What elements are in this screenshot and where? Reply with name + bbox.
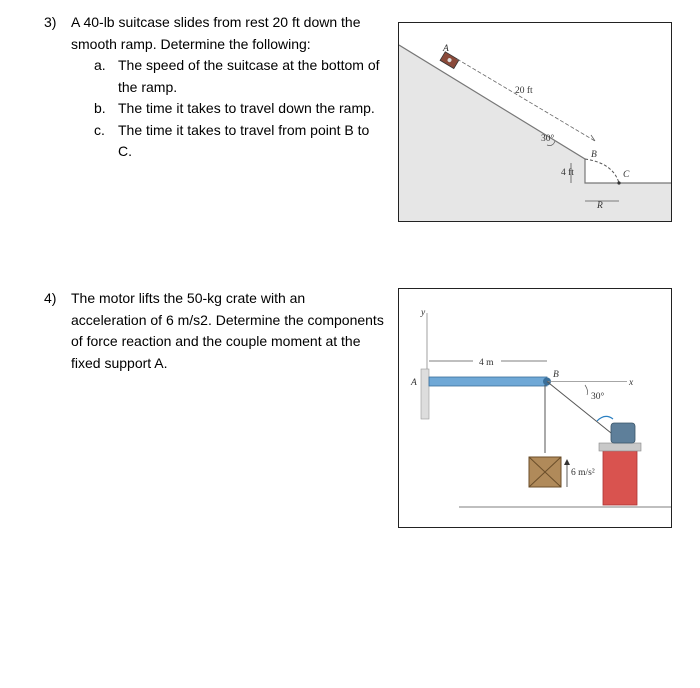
suitcase [440,52,459,69]
problem-3-item-b [94,98,384,120]
trajectory-curve [585,159,619,183]
angle-label: 30° [591,392,605,402]
crane-figure [398,288,672,528]
acceleration-arrowhead [564,459,570,465]
cable-to-motor [547,382,621,442]
item-label: c. [94,121,105,138]
y-axis-label: y [421,308,426,318]
point-b-label: B [591,150,597,160]
problem-4-text: The motor lifts the 50-kg crate with an acceleration of 6 m/s2. Determine the components of force reaction and the couple moment at the fixed support A. [71,290,384,371]
problem-4 [44,288,384,374]
point-c-label: C [623,170,630,180]
problem-3-item-c [94,120,384,163]
motor-rotation-arrow [597,416,613,421]
ramp-length-label: 20 ft [515,86,533,96]
motor [611,423,635,443]
problem-4-stem [44,288,384,374]
point-b-label: B [553,370,559,380]
item-text: The time it takes to travel down the ramp. [118,100,375,116]
point-a-label: A [411,378,417,388]
problem-3-stem [44,12,384,55]
x-axis-label: x [629,378,634,388]
length-label: 4 m [479,358,494,368]
pedestal-cap [599,443,641,451]
item-text: The speed of the suitcase at the bottom of the ramp. [118,57,380,95]
radius-label: R [597,201,603,211]
ramp-ground [399,45,671,221]
crane-diagram [399,289,671,527]
point-a-label: A [443,44,449,54]
fixed-wall [421,369,429,419]
angle-label: 30° [541,134,555,144]
height-label: 4 ft [561,168,574,178]
point-c-marker [617,181,620,184]
item-label: b. [94,100,106,116]
item-text: The time it takes to travel from point B to C. [118,121,370,159]
item-label: a. [94,57,106,73]
problem-3-number: 3) [44,14,57,30]
beam [429,377,547,386]
problem-4-number: 4) [44,290,57,306]
angle-arc [585,385,588,395]
problem-3 [44,12,384,163]
brick-pedestal [603,449,637,505]
ramp-diagram [399,23,671,221]
problem-3-item-a [94,55,384,98]
problem-3-intro: A 40-lb suitcase slides from rest 20 ft down the smooth ramp. Determine the following: [71,14,361,52]
ramp-figure [398,22,672,222]
acceleration-label: 6 m/s² [571,468,595,478]
